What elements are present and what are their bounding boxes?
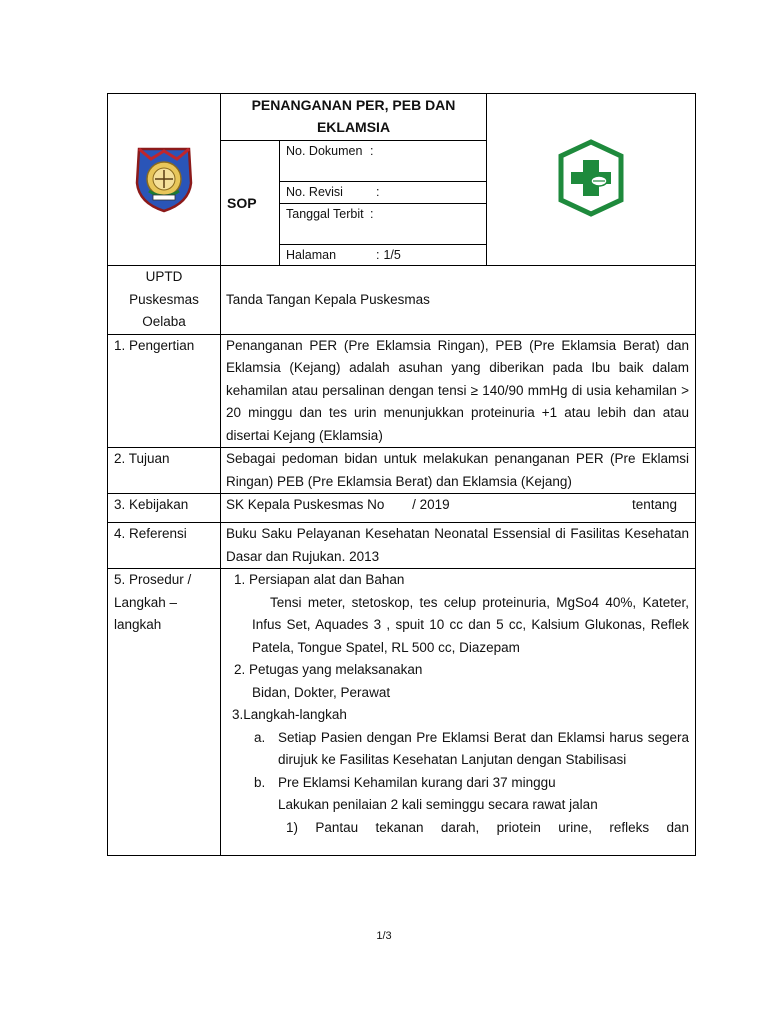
document-title (221, 94, 487, 141)
label-pengertian: 1. Pengertian (108, 334, 221, 448)
kebijakan-number: / 2019 (412, 497, 450, 512)
title-line-2: EKLAMSIA (316, 119, 391, 135)
step-1-text: Tensi meter, stetoskop, tes celup proteinuria, MgSo4 40%, Kateter, Infus Set, Aquades 3 , spuit 10 cc dan 5 cc, Kalsium Glukonas, Reflek Patela, Tongue Spatel, RL 500 cc, Diazepam (252, 594, 689, 655)
row-kebijakan (108, 494, 696, 523)
meta-label: Halaman (286, 248, 337, 262)
puskesmas-cross-icon (555, 138, 627, 218)
org-row (108, 266, 696, 335)
step-3a-marker: a. (254, 729, 266, 745)
kebijakan-sk: SK Kepala Puskesmas No (226, 497, 385, 512)
regency-emblem-icon (131, 143, 197, 213)
label-prosedur (108, 569, 221, 856)
step-3b-title: Pre Eklamsi Kehamilan kurang dari 37 minggu (278, 774, 556, 790)
label-kebijakan: 3. Kebijakan (108, 494, 221, 523)
regency-emblem-cell (108, 94, 221, 266)
meta-row-tanggal-terbit (280, 204, 487, 245)
text-tujuan: Sebagai pedoman bidan untuk melakukan penanganan PER (Pre Eklamsi Ringan) PEB (Pre Eklamsia Berat) dan Eklamsia (Kejang) (221, 448, 696, 494)
meta-value: 1/5 (383, 248, 401, 262)
title-line-1: PENANGANAN PER, PEB DAN (251, 97, 456, 113)
meta-separator: : (370, 144, 374, 158)
step-3-title: 3.Langkah-langkah (232, 707, 347, 722)
meta-separator: : (376, 248, 380, 262)
prosedur-label-line-3: langkah (114, 617, 162, 632)
text-kebijakan (221, 494, 696, 523)
step-3b-text: Lakukan penilaian 2 kali seminggu secara rawat jalan (278, 797, 598, 812)
step-1-title: 1. Persiapan alat dan Bahan (234, 572, 405, 587)
meta-row-no-dokumen (280, 141, 487, 182)
signature-field: Tanda Tangan Kepala Puskesmas (221, 266, 696, 335)
step-3b-1: 1) Pantau tekanan darah, priotein urine, refleks dan (286, 819, 689, 835)
row-pengertian (108, 334, 696, 448)
page-number: 1/3 (376, 930, 392, 942)
step-2-title: 2. Petugas yang melaksanakan (234, 662, 423, 677)
org-line-3: Oelaba (142, 314, 186, 329)
label-referensi: 4. Referensi (108, 523, 221, 569)
prosedur-label-line-1: 5. Prosedur / (114, 572, 192, 587)
meta-label: No. Dokumen (286, 144, 363, 158)
row-tujuan (108, 448, 696, 494)
row-prosedur (108, 569, 696, 856)
meta-label: Tanggal Terbit (286, 207, 364, 221)
step-3a (226, 727, 689, 772)
sop-body (107, 265, 696, 856)
sop-label: SOP (221, 141, 280, 266)
meta-label: No. Revisi (286, 185, 343, 199)
meta-row-no-revisi (280, 182, 487, 204)
sop-header (107, 93, 696, 266)
org-name (108, 266, 221, 335)
label-tujuan: 2. Tujuan (108, 448, 221, 494)
meta-row-halaman (280, 245, 487, 266)
step-3b (226, 772, 689, 795)
step-2-text: Bidan, Dokter, Perawat (252, 684, 391, 700)
text-pengertian: Penanganan PER (Pre Eklamsia Ringan), PEB (Pre Eklamsia Berat) dan Eklamsia (Kejang) adalah asuhan yang diberikan pada Ibu baik dalam kehamilan atau persalinan dengan tensi ≥ 140/90 mmHg di usia kehamilan > 20 minggu dan tes urin menunjukkan proteinuria +1 atau lebih dan atau disertai Kejang (Eklamsia) (221, 334, 696, 448)
puskesmas-logo-cell (487, 94, 696, 266)
org-line-1: UPTD (145, 269, 183, 284)
row-referensi (108, 523, 696, 569)
meta-value (373, 141, 377, 161)
kebijakan-tentang: tentang (631, 497, 677, 512)
meta-value (379, 182, 383, 202)
meta-value (373, 204, 377, 224)
meta-separator: : (370, 207, 374, 221)
text-referensi: Buku Saku Pelayanan Kesehatan Neonatal Essensial di Fasilitas Kesehatan Dasar dan Rujukan. 2013 (221, 523, 696, 569)
step-3a-text: Setiap Pasien dengan Pre Eklamsi Berat dan Eklamsi harus segera dirujuk ke Fasilitas Kesehatan Lanjutan dengan Stabilisasi (278, 729, 689, 767)
prosedur-label-line-2: Langkah – (114, 594, 178, 610)
meta-separator: : (376, 185, 380, 199)
text-prosedur (221, 569, 696, 856)
org-line-2: Puskesmas (129, 291, 199, 307)
step-3b-marker: b. (254, 774, 266, 790)
